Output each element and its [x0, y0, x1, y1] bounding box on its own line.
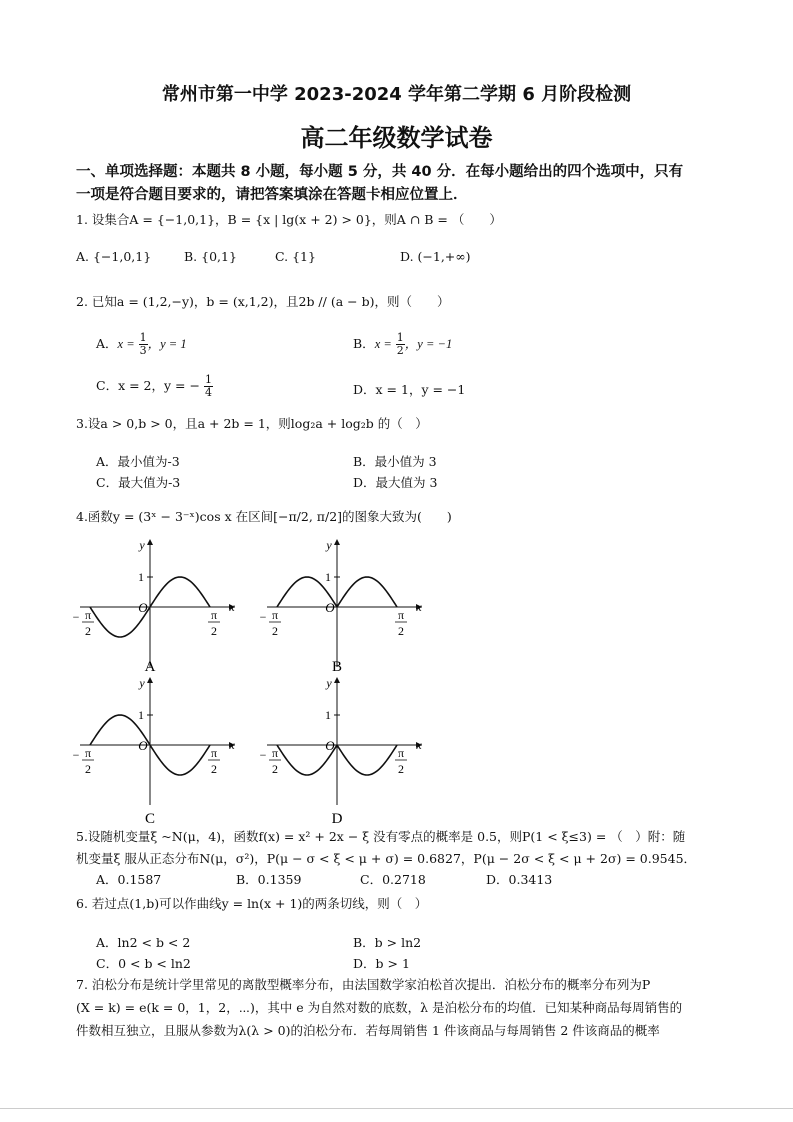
y-tick-label: 1	[325, 708, 331, 722]
q1-option-d: D. (−1,+∞)	[400, 249, 471, 264]
q1-option-a: A. {−1,0,1}	[76, 249, 152, 264]
q6-option-c: C．0 < b < ln2	[96, 956, 191, 971]
y-axis-label: y	[139, 538, 145, 552]
q2-option-c: C．x = 2，y = − $\frac{1}{4}$	[96, 373, 212, 399]
y-axis-label: y	[326, 676, 332, 690]
y-axis-label: y	[139, 676, 145, 690]
q7-line1: 7. 泊松分布是统计学里常见的离散型概率分布，由法国数学家泊松首次提出．泊松分布的概率分布列为P	[76, 977, 651, 992]
neg-pi-label: π	[84, 608, 92, 622]
pos-pi-label: π	[210, 746, 218, 760]
q6-stem: 6. 若过点(1,b)可以作曲线y = ln(x + 1)的两条切线，则（ ）	[76, 896, 428, 911]
y-tick-label: 1	[138, 570, 144, 584]
neg-two-label: 2	[272, 762, 278, 776]
neg-two-label: 2	[85, 624, 91, 638]
q1-option-c: C. {1}	[275, 249, 316, 264]
graph-option-d	[260, 676, 423, 827]
exam-header-title: 常州市第一中学 2023-2024 学年第二学期 6 月阶段检测	[161, 84, 632, 105]
q6-option-a: A．ln2 < b < 2	[96, 935, 191, 950]
q2-stem: 2. 已知a = (1,2,−y)，b = (x,1,2)，且2b // (a − b)，则（ ）	[76, 294, 450, 309]
q6-option-b: B．b > ln2	[353, 935, 422, 950]
q6-option-d: D．b > 1	[353, 956, 410, 971]
q2-option-d: D．x = 1，y = −1	[353, 382, 466, 397]
pos-two-label: 2	[398, 624, 404, 638]
neg-two-label: 2	[85, 762, 91, 776]
q3-stem: 3.设a > 0,b > 0，且a + 2b = 1，则log₂a + log₂b 的（ ）	[76, 416, 428, 431]
q2-option-a: A．x = $\frac{1}{3}$ ，y = 1	[96, 331, 187, 357]
section-instructions-line1: 一、单项选择题：本题共 8 小题，每小题 5 分，共 40 分．在每小题给出的四个选项中，只有	[76, 164, 684, 180]
q5-option-b: B．0.1359	[236, 872, 302, 887]
y-axis-arrow	[334, 677, 340, 683]
minus-sign: −	[259, 610, 267, 624]
graph-option-label: A	[144, 659, 156, 675]
y-axis-arrow	[147, 539, 153, 545]
q5-option-a: A．0.1587	[96, 872, 162, 887]
graph-option-c	[73, 676, 236, 827]
y-tick-label: 1	[138, 708, 144, 722]
graph-option-b	[260, 538, 423, 675]
pos-pi-label: π	[397, 746, 405, 760]
page-bottom-rule	[0, 1108, 793, 1109]
x-axis-label: x	[229, 600, 235, 614]
neg-pi-label: π	[84, 746, 92, 760]
graph-option-label: C	[144, 811, 156, 827]
minus-sign: −	[259, 748, 267, 762]
q3-option-c: C．最大值为-3	[96, 475, 181, 490]
pos-two-label: 2	[398, 762, 404, 776]
q7-line2: (X = k) = e(k = 0，1，2，⋯)，其中 e 为自然对数的底数，λ 是泊松分布的均值．已知某种商品每周销售的	[76, 1000, 683, 1015]
y-axis-arrow	[334, 539, 340, 545]
q1-option-b: B. {0,1}	[184, 249, 237, 264]
pos-pi-label: π	[397, 608, 405, 622]
q2-option-b: B．x = $\frac{1}{2}$ ，y = −1	[353, 331, 453, 357]
graph-option-label: D	[331, 811, 343, 827]
origin-label: O	[325, 600, 335, 615]
q3-option-a: A．最小值为-3	[96, 454, 180, 469]
x-axis-label: x	[416, 738, 422, 752]
origin-label: O	[138, 738, 148, 753]
q3-option-d: D．最大值为 3	[353, 475, 438, 490]
pos-two-label: 2	[211, 624, 217, 638]
pos-two-label: 2	[211, 762, 217, 776]
q3-option-b: B．最小值为 3	[353, 454, 437, 469]
y-axis-arrow	[147, 677, 153, 683]
y-axis-label: y	[326, 538, 332, 552]
q7-line3: 件数相互独立，且服从参数为λ(λ > 0)的泊松分布．若每周销售 1 件该商品与每周销售 2 件该商品的概率	[76, 1023, 660, 1038]
q5-line1: 5.设随机变量ξ ~N(μ，4)，函数f(x) = x² + 2x − ξ 没有零点的概率是 0.5，则P(1 < ξ≤3) = （ ）附：随	[76, 829, 686, 844]
q5-line2: 机变量ξ 服从正态分布N(μ，σ²)，P(μ − σ < ξ < μ + σ) = 0.6827，P(μ − 2σ < ξ < μ + 2σ) = 0.9545．	[76, 851, 697, 866]
minus-sign: −	[72, 610, 80, 624]
q1-stem: 1. 设集合A = {−1,0,1}，B = {x | lg(x + 2) > 0}，则A ∩ B = （ ）	[76, 212, 502, 227]
pos-pi-label: π	[210, 608, 218, 622]
neg-pi-label: π	[271, 746, 279, 760]
graph-option-a	[73, 538, 236, 675]
minus-sign: −	[72, 748, 80, 762]
x-axis-label: x	[416, 600, 422, 614]
section-instructions-line2: 一项是符合题目要求的，请把答案填涂在答题卡相应位置上．	[76, 187, 468, 203]
y-tick-label: 1	[325, 570, 331, 584]
q4-stem: 4.函数y = (3ˣ − 3⁻ˣ)cos x 在区间[−π/2, π/2]的图象大致为( )	[76, 509, 452, 524]
neg-two-label: 2	[272, 624, 278, 638]
exam-subtitle: 高二年级数学试卷	[300, 124, 493, 152]
neg-pi-label: π	[271, 608, 279, 622]
origin-label: O	[138, 600, 148, 615]
x-axis-label: x	[229, 738, 235, 752]
graph-option-label: B	[331, 659, 343, 675]
origin-label: O	[325, 738, 335, 753]
q5-option-c: C．0.2718	[360, 872, 426, 887]
q4-graphs	[70, 530, 450, 830]
q5-option-d: D．0.3413	[486, 872, 553, 887]
